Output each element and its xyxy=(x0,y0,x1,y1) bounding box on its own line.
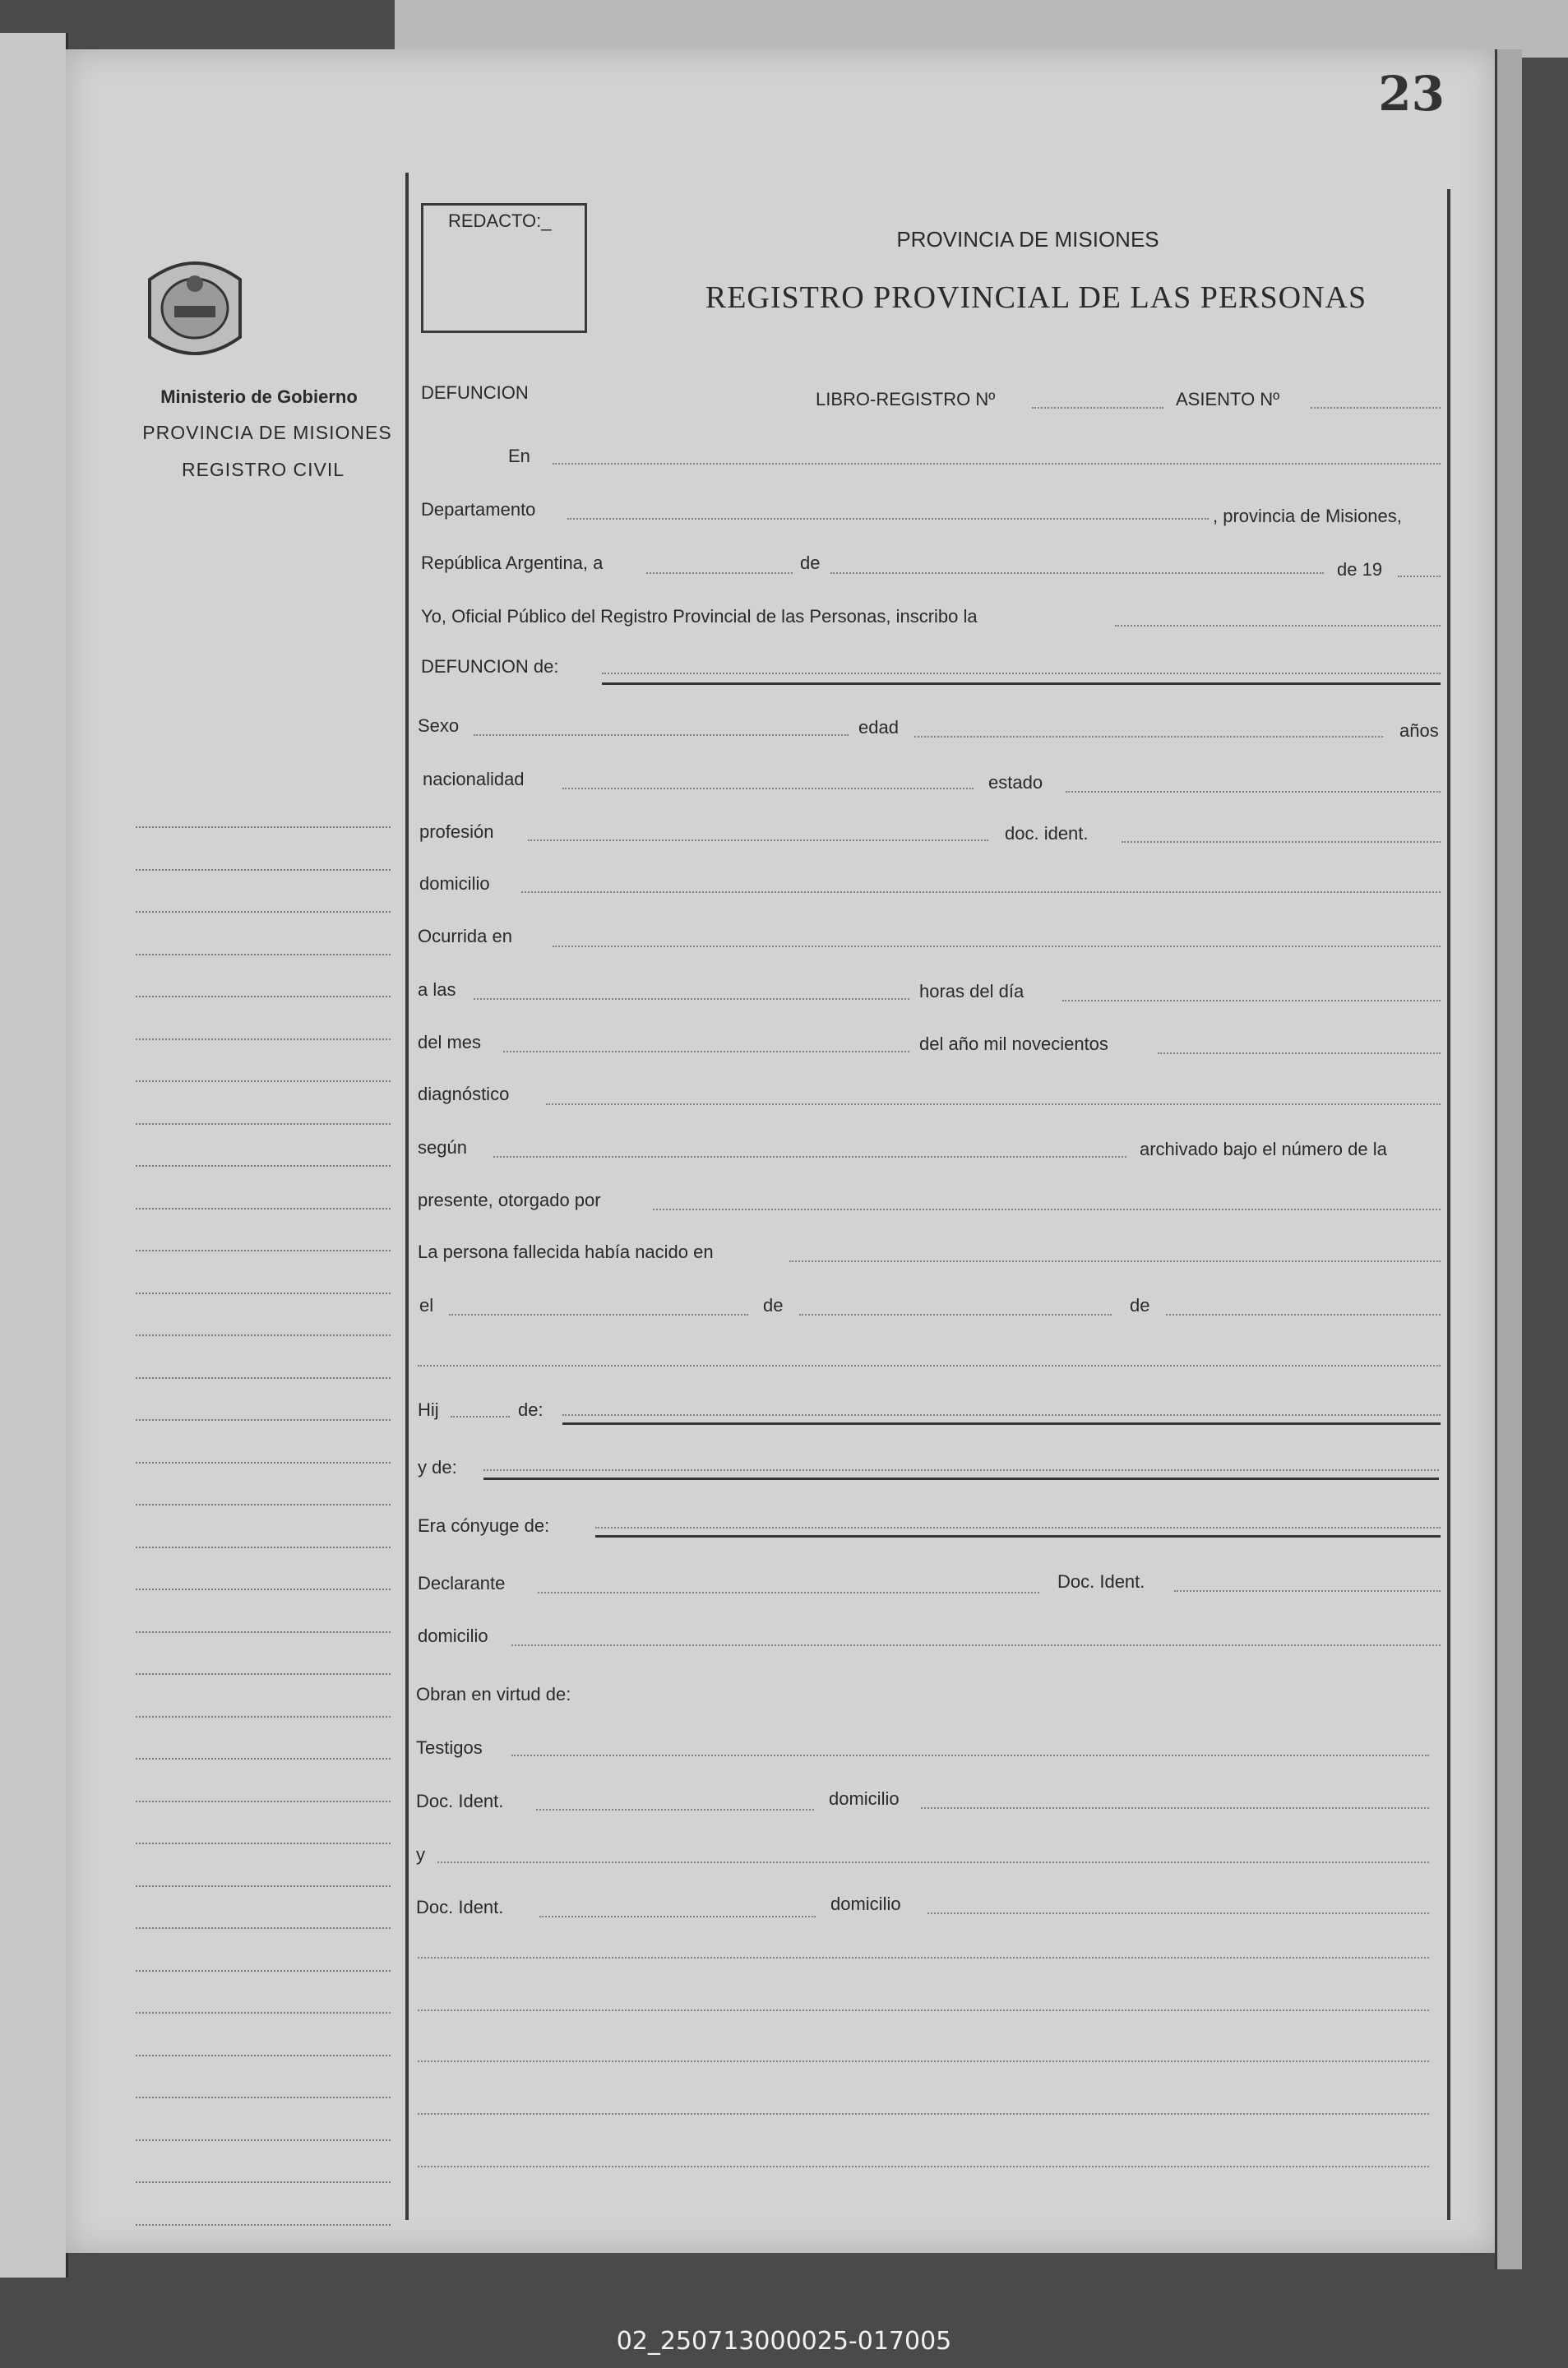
en-label: En xyxy=(508,446,530,466)
domicilio-field-3[interactable] xyxy=(921,1807,1429,1809)
obran-label: Obran en virtud de: xyxy=(416,1684,571,1704)
facing-page-edge xyxy=(0,33,68,2278)
madre-field[interactable] xyxy=(483,1469,1439,1471)
asiento-label: ASIENTO Nº xyxy=(1176,389,1280,409)
hij-label: Hij xyxy=(418,1399,439,1420)
sidebar-note-line[interactable] xyxy=(136,1547,391,1548)
departamento-label: Departamento xyxy=(421,499,536,520)
redacto-label: REDACTO:_ xyxy=(448,210,552,231)
padre-field[interactable] xyxy=(562,1414,1441,1416)
segun-label: según xyxy=(418,1137,467,1158)
sidebar-ministry: Ministerio de Gobierno xyxy=(160,386,358,407)
libro-field[interactable] xyxy=(1032,407,1163,409)
de-label-2: de xyxy=(763,1295,784,1316)
sidebar-note-line[interactable] xyxy=(136,1885,391,1887)
sidebar-note-line[interactable] xyxy=(136,1716,391,1718)
persona-label: La persona fallecida había nacido en xyxy=(418,1242,714,1262)
diagnostico-label: diagnóstico xyxy=(418,1084,510,1104)
sidebar-note-line[interactable] xyxy=(136,2139,391,2141)
sidebar-note-line[interactable] xyxy=(136,2224,391,2226)
province-heading: PROVINCIA DE MISIONES xyxy=(896,227,1159,252)
nacionalidad-label: nacionalidad xyxy=(423,769,525,789)
de19-label: de 19 xyxy=(1337,559,1383,580)
presente-field[interactable] xyxy=(653,1209,1441,1210)
inscribo-field[interactable] xyxy=(1115,625,1441,627)
declarante-label: Declarante xyxy=(418,1573,506,1593)
sidebar-note-line[interactable] xyxy=(136,996,391,997)
page-number: 23 xyxy=(1378,66,1445,122)
sidebar-note-line[interactable] xyxy=(136,2097,391,2098)
del-ano-label: del año mil novecientos xyxy=(919,1034,1108,1054)
sexo-label: Sexo xyxy=(418,715,460,736)
domicilio-label-2: domicilio xyxy=(418,1626,488,1646)
doc-ident-label-4: Doc. Ident. xyxy=(416,1897,504,1917)
domicilio-label-1: domicilio xyxy=(419,873,490,894)
libro-label: LIBRO-REGISTRO Nº xyxy=(816,389,996,409)
horas-label: horas del día xyxy=(919,981,1025,1001)
sidebar-note-line[interactable] xyxy=(136,1758,391,1760)
sidebar-note-line[interactable] xyxy=(136,1334,391,1336)
sidebar-province: PROVINCIA DE MISIONES xyxy=(142,422,392,443)
madre-underline xyxy=(483,1478,1439,1480)
sidebar-note-line[interactable] xyxy=(136,954,391,955)
el-label: el xyxy=(419,1295,434,1316)
hij-field[interactable] xyxy=(451,1416,510,1418)
yo-text: Yo, Oficial Público del Registro Provincial de las Personas, inscribo la xyxy=(421,606,978,627)
dia-field[interactable] xyxy=(646,572,793,574)
sidebar-note-line[interactable] xyxy=(136,2055,391,2056)
sidebar-note-line[interactable] xyxy=(136,1208,391,1209)
padre-underline xyxy=(562,1422,1441,1425)
sidebar-note-line[interactable] xyxy=(136,1801,391,1802)
profesion-label: profesión xyxy=(419,821,494,842)
registry-heading: REGISTRO PROVINCIAL DE LAS PERSONAS xyxy=(705,280,1367,315)
sidebar-note-line[interactable] xyxy=(136,1293,391,1294)
departamento-field[interactable] xyxy=(567,518,1209,520)
y-label: y xyxy=(416,1844,425,1865)
sidebar-note-line[interactable] xyxy=(136,1080,391,1082)
redacto-box xyxy=(421,203,587,333)
horas-field[interactable] xyxy=(1062,1000,1441,1001)
provincia-misiones-text: , provincia de Misiones, xyxy=(1213,506,1402,526)
sidebar-note-line[interactable] xyxy=(136,869,391,871)
estado-label: estado xyxy=(988,772,1043,793)
del-mes-field[interactable] xyxy=(503,1051,909,1052)
del-mes-label: del mes xyxy=(418,1032,482,1052)
doc-ident-label-2: Doc. Ident. xyxy=(1057,1571,1145,1592)
sidebar-note-line[interactable] xyxy=(136,1038,391,1040)
testigos-field[interactable] xyxy=(511,1755,1429,1756)
province-seal-icon xyxy=(141,247,248,370)
anos-label: años xyxy=(1399,720,1439,741)
doc-ident-label-1: doc. ident. xyxy=(1005,823,1089,844)
sidebar-registro: REGISTRO CIVIL xyxy=(181,459,345,480)
defuncion-de-label: DEFUNCION de: xyxy=(421,656,559,677)
de-field-2[interactable] xyxy=(799,1314,1112,1316)
declarante-field[interactable] xyxy=(538,1592,1039,1593)
domicilio-label-4: domicilio xyxy=(830,1894,901,1914)
domicilio-field-4[interactable] xyxy=(927,1912,1429,1914)
persona-field[interactable] xyxy=(789,1260,1441,1262)
asiento-field[interactable] xyxy=(1311,407,1441,409)
testigo2-field[interactable] xyxy=(437,1862,1429,1863)
doc-ident-field-1[interactable] xyxy=(1122,841,1441,843)
sidebar-note-line[interactable] xyxy=(136,2181,391,2183)
conyuge-label: Era cónyuge de: xyxy=(418,1515,550,1536)
domicilio-field-2[interactable] xyxy=(511,1644,1441,1646)
el-field[interactable] xyxy=(449,1314,748,1316)
presente-label: presente, otorgado por xyxy=(418,1190,601,1210)
sidebar-note-line[interactable] xyxy=(136,911,391,913)
blank-line-4[interactable] xyxy=(418,2060,1429,2062)
archivado-text: archivado bajo el número de la xyxy=(1140,1139,1387,1159)
conyuge-underline xyxy=(595,1535,1441,1538)
blank-line-3[interactable] xyxy=(418,2010,1429,2011)
sidebar-note-line[interactable] xyxy=(136,1504,391,1505)
blank-line-1[interactable] xyxy=(418,1365,1441,1367)
republica-label: República Argentina, a xyxy=(421,553,604,573)
ocurrida-label: Ocurrida en xyxy=(418,926,512,946)
a-las-field[interactable] xyxy=(474,998,909,1000)
doc-ident-field-3[interactable] xyxy=(536,1809,814,1811)
sidebar-note-line[interactable] xyxy=(136,1165,391,1167)
y-de-label: y de: xyxy=(418,1457,457,1478)
blank-line-5[interactable] xyxy=(418,2113,1429,2115)
testigos-label: Testigos xyxy=(416,1737,483,1758)
diagnostico-field[interactable] xyxy=(546,1103,1441,1105)
segun-field[interactable] xyxy=(493,1156,1126,1158)
edad-label: edad xyxy=(858,717,899,738)
hij-de-label: de: xyxy=(518,1399,543,1420)
blank-line-2[interactable] xyxy=(418,1957,1429,1959)
doc-ident-field-2[interactable] xyxy=(1174,1590,1441,1592)
de-label-1: de xyxy=(800,553,821,573)
de-label-3: de xyxy=(1130,1295,1150,1316)
blank-line-6[interactable] xyxy=(418,2166,1429,2167)
sidebar-note-line[interactable] xyxy=(136,1843,391,1844)
ocurrida-field[interactable] xyxy=(553,946,1441,947)
nacionalidad-field[interactable] xyxy=(562,788,974,789)
ano-field[interactable] xyxy=(1398,576,1441,577)
sidebar-note-line[interactable] xyxy=(136,1589,391,1590)
sexo-field[interactable] xyxy=(474,734,849,736)
a-las-label: a las xyxy=(418,979,456,1000)
sidebar-note-line[interactable] xyxy=(136,1123,391,1125)
mes-field[interactable] xyxy=(830,572,1324,574)
domicilio-field-1[interactable] xyxy=(521,891,1441,893)
edad-field[interactable] xyxy=(914,736,1383,738)
defuncion-de-field[interactable] xyxy=(602,673,1441,674)
del-ano-field[interactable] xyxy=(1158,1052,1441,1054)
sidebar-note-line[interactable] xyxy=(136,1631,391,1633)
estado-field[interactable] xyxy=(1066,791,1441,793)
sidebar-note-line[interactable] xyxy=(136,1927,391,1929)
sidebar-note-line[interactable] xyxy=(136,1419,391,1421)
profesion-field[interactable] xyxy=(528,839,988,841)
conyuge-field[interactable] xyxy=(595,1527,1441,1529)
sidebar-note-line[interactable] xyxy=(136,826,391,828)
sidebar-note-line[interactable] xyxy=(136,1462,391,1464)
sidebar-note-line[interactable] xyxy=(136,1250,391,1251)
doc-ident-label-3: Doc. Ident. xyxy=(416,1791,504,1811)
right-rule xyxy=(1447,189,1450,2220)
sidebar-note-line[interactable] xyxy=(136,2012,391,2014)
defuncion-de-underline xyxy=(602,682,1441,685)
en-field[interactable] xyxy=(553,463,1441,465)
de-field-3[interactable] xyxy=(1166,1314,1441,1316)
sidebar-note-line[interactable] xyxy=(136,1970,391,1972)
book-edge xyxy=(1495,49,1522,2269)
defuncion-label: DEFUNCION xyxy=(421,382,529,403)
image-caption: 02_250713000025-017005 xyxy=(616,2327,952,2356)
sidebar-note-line[interactable] xyxy=(136,1673,391,1675)
sidebar-note-line[interactable] xyxy=(136,1377,391,1379)
domicilio-label-3: domicilio xyxy=(829,1788,900,1809)
doc-ident-field-4[interactable] xyxy=(539,1916,816,1917)
